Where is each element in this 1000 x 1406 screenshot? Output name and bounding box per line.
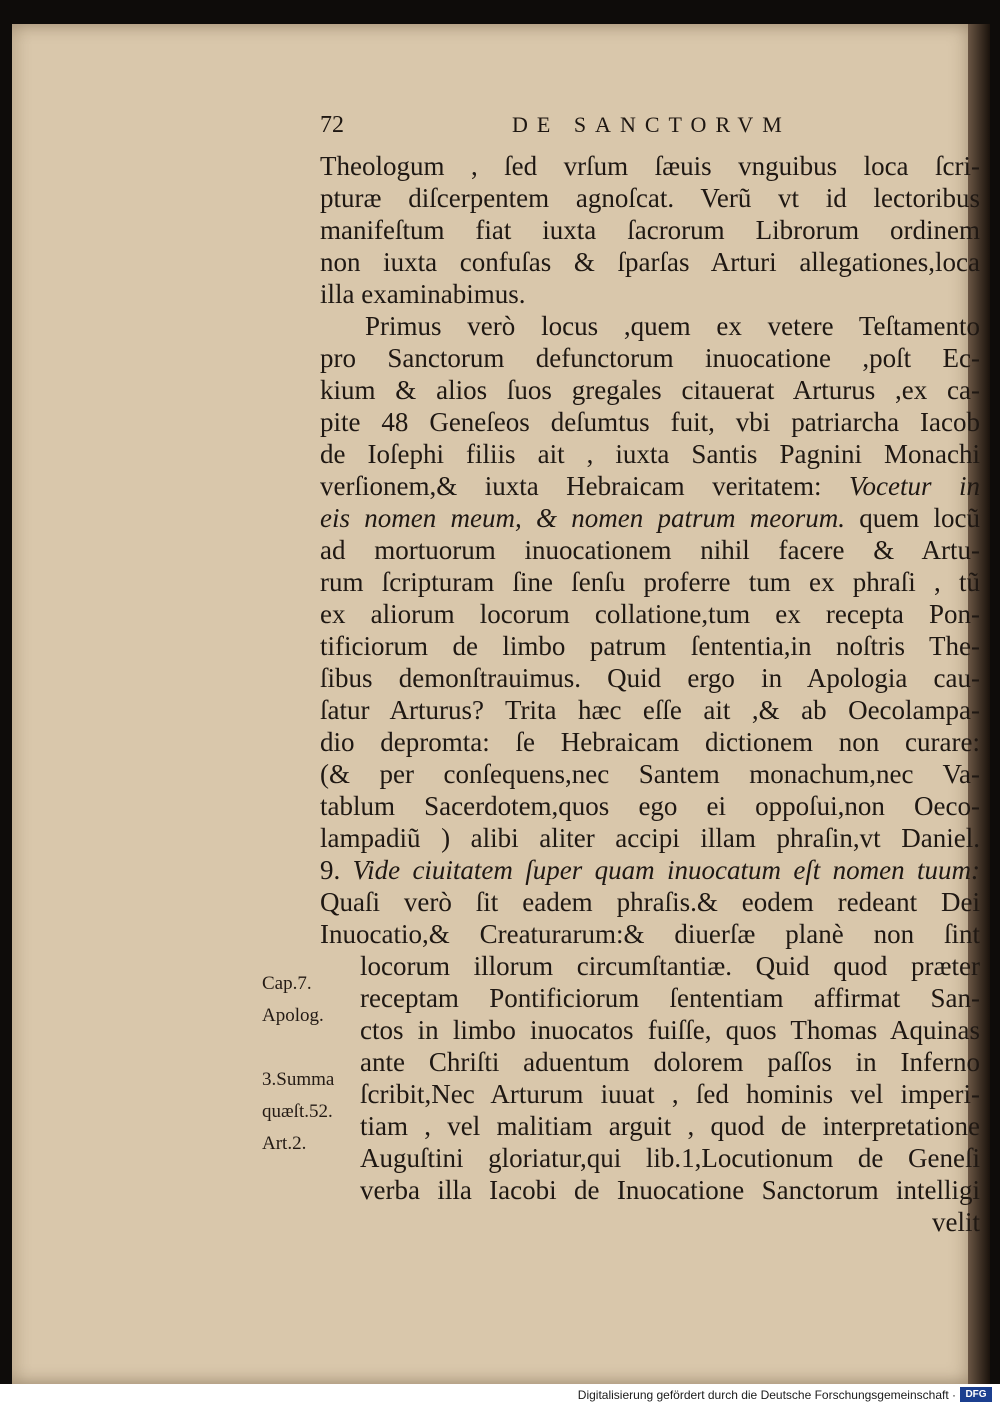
text-line: pturæ diſcerpentem agnoſcat. Verũ vt id lectoribus	[320, 183, 980, 213]
text-line: (& per conſequens,nec Santem monachum,nec Va-	[320, 759, 980, 789]
text-line: ſibus demonſtrauimus. Quid ergo in Apologia cau-	[320, 663, 980, 693]
running-head: DE SANCTORVM	[512, 112, 791, 137]
text-line: Quaſi verò ſit eadem phraſis.& eodem redeant Dei	[320, 887, 980, 917]
text-line-end: quem locũ	[859, 503, 980, 533]
text-line: ad mortuorum inuocationem nihil facere & Artu-	[320, 535, 980, 565]
text-line: kium & alios ſuos gregales citauerat Arturus ,ex ca-	[320, 375, 980, 405]
text-line: ctos in limbo inuocatos fuiſſe, quos Thomas Aquinas	[360, 1015, 980, 1045]
verse-number: 9.	[320, 855, 341, 885]
text-line-start: verſionem,& iuxta Hebraicam veritatem:	[320, 471, 822, 501]
text-line	[320, 854, 980, 886]
dfg-logo-icon: DFG	[960, 1387, 992, 1402]
text-line: ſcribit,Nec Arturum iuuat , ſed hominis vel imperi-	[360, 1079, 980, 1109]
text-line: illa examinabimus.	[320, 279, 526, 309]
text-line: non iuxta confuſas & ſparſas Arturi allegationes,loca	[320, 247, 980, 277]
text-line: Primus verò locus ,quem ex vetere Teſtamento	[365, 311, 980, 341]
text-line: tablum Sacerdotem,quos ego ei oppoſui,non Oeco-	[320, 791, 980, 821]
text-line: pite 48 Geneſeos deſumtus fuit, vbi patriarcha Iacob	[320, 407, 980, 437]
margin-note: Apolog.	[262, 1005, 324, 1026]
margin-note: Art.2.	[262, 1133, 307, 1154]
italic-quote: Vocetur in	[849, 471, 980, 501]
catchword: velit	[932, 1207, 980, 1237]
text-line: tificiorum de limbo patrum ſententia,in noſtris The-	[320, 631, 980, 661]
text-line: rum ſcripturam ſine ſenſu proferre tum ex phraſi , tũ	[320, 567, 980, 597]
page-header	[320, 112, 960, 152]
italic-quote: Vide ciuitatem ſuper quam inuocatum eſt nomen tuum:	[352, 855, 980, 885]
text-line: ante Chriſti aduentum dolorem paſſos in Inferno	[360, 1047, 980, 1077]
text-line: dio depromta: ſe Hebraicam dictionem non curare:	[320, 727, 980, 757]
italic-quote: eis nomen meum, & nomen patrum meorum.	[320, 503, 845, 533]
text-line: manifeſtum fiat iuxta ſacrorum Librorum ordinem	[320, 215, 980, 245]
text-line: Auguſtini gloriatur,qui lib.1,Locutionum de Geneſi	[360, 1143, 980, 1173]
text-line: de Ioſephi filiis ait , iuxta Santis Pagnini Monachi	[320, 439, 980, 469]
text-line: pro Sanctorum defunctorum inuocatione ,poſt Ec-	[320, 343, 980, 373]
text-line: Theologum , ſed vrſum ſæuis vnguibus loca ſcri-	[320, 151, 980, 181]
text-line: lampadiũ ) alibi aliter accipi illam phraſin,vt Daniel.	[320, 823, 980, 853]
digitization-footer	[0, 1384, 1000, 1406]
text-line: verba illa Iacobi de Inuocatione Sanctorum intelligi	[360, 1175, 980, 1205]
text-line: locorum illorum circumſtantiæ. Quid quod præter	[360, 951, 980, 981]
text-line: receptam Pontificiorum ſententiam affirmat San-	[360, 983, 980, 1013]
text-line: ex aliorum locorum collatione,tum ex recepta Pon-	[320, 599, 980, 629]
text-line: ſatur Arturus? Trita hæc eſſe ait ,& ab Oecolampa-	[320, 695, 980, 725]
footer-credit: Digitalisierung gefördert durch die Deutsche Forschungsgemeinschaft ·	[577, 1388, 956, 1402]
margin-note: quæſt.52.	[262, 1101, 333, 1122]
text-line: tiam , vel malitiam arguit , quod de interpretatione	[360, 1111, 980, 1141]
page-number: 72	[320, 112, 344, 138]
text-line	[320, 470, 980, 502]
margin-note: Cap.7.	[262, 973, 312, 994]
text-line: Inuocatio,& Creaturarum:& diuerſæ planè non ſint	[320, 919, 980, 949]
margin-note: 3.Summa	[262, 1069, 335, 1090]
text-line	[320, 502, 980, 534]
